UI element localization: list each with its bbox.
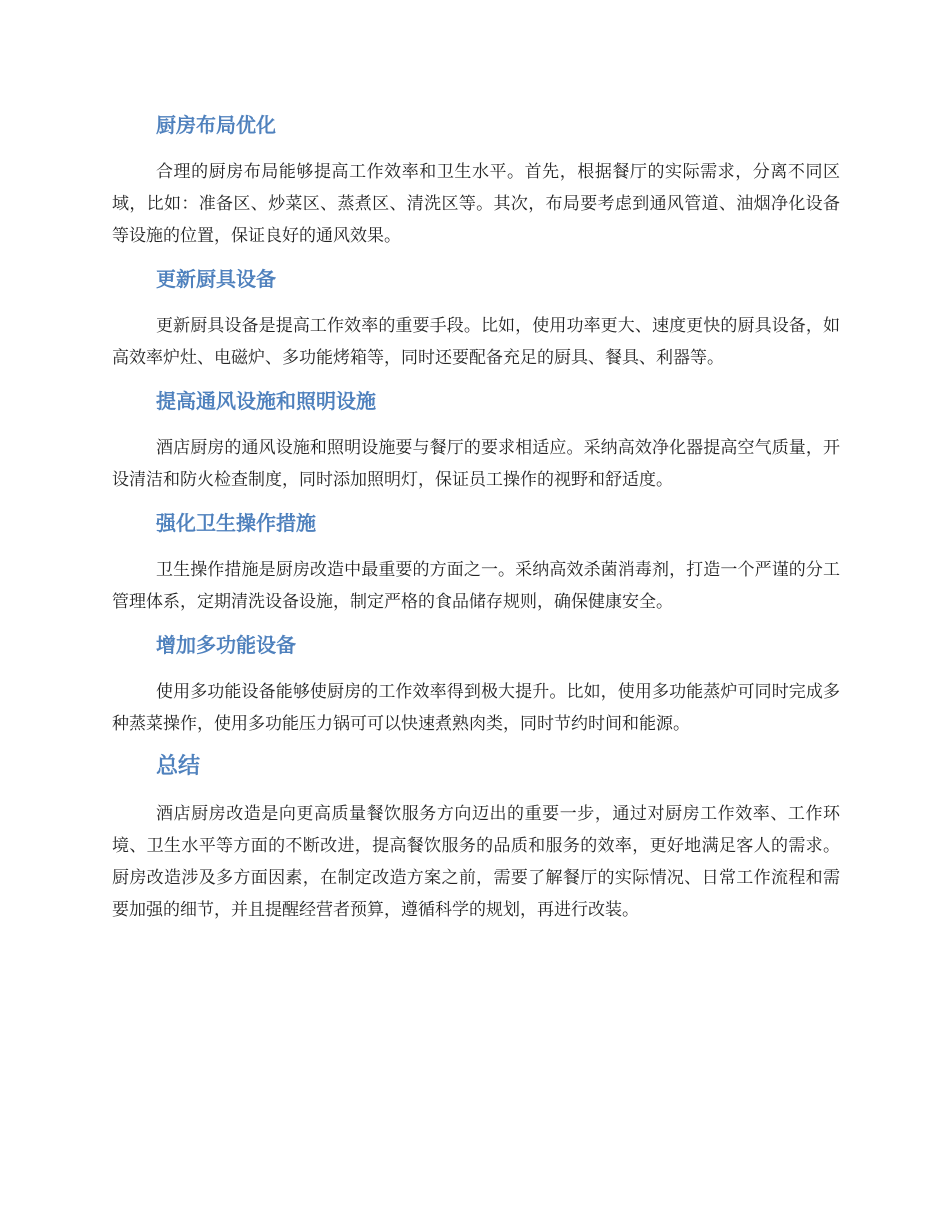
section-update-equipment bbox=[112, 262, 840, 374]
section-heading: 厨房布局优化 bbox=[156, 113, 276, 137]
section-heading: 更新厨具设备 bbox=[156, 267, 276, 291]
document-content bbox=[112, 108, 840, 936]
section-summary bbox=[112, 750, 840, 926]
section-multifunction-equipment bbox=[112, 628, 840, 740]
section-heading: 总结 bbox=[156, 754, 201, 779]
section-ventilation-lighting bbox=[112, 384, 840, 496]
section-heading: 提高通风设施和照明设施 bbox=[156, 389, 376, 413]
section-paragraph: 卫生操作措施是厨房改造中最重要的方面之一。采纳高效杀菌消毒剂，打造一个严谨的分工管理体系，定期清洗设备设施，制定严格的食品储存规则，确保健康安全。 bbox=[112, 560, 840, 612]
section-paragraph: 酒店厨房改造是向更高质量餐饮服务方向迈出的重要一步，通过对厨房工作效率、工作环境、卫生水平等方面的不断改进，提高餐饮服务的品质和服务的效率，更好地满足客人的需求。厨房改造涉及多方面因素，在制定改造方案之前，需要了解餐厅的实际情况、日常工作流程和需要加强的细节，并且提醒经营者预算，遵循科学的规划，再进行改装。 bbox=[112, 804, 840, 920]
section-paragraph: 酒店厨房的通风设施和照明设施要与餐厅的要求相适应。采纳高效净化器提高空气质量，开设清洁和防火检查制度，同时添加照明灯，保证员工操作的视野和舒适度。 bbox=[112, 438, 840, 490]
section-kitchen-layout bbox=[112, 108, 840, 252]
section-hygiene-measures bbox=[112, 506, 840, 618]
section-heading: 强化卫生操作措施 bbox=[156, 511, 316, 535]
section-paragraph: 使用多功能设备能够使厨房的工作效率得到极大提升。比如，使用多功能蒸炉可同时完成多种蒸菜操作，使用多功能压力锅可可以快速煮熟肉类，同时节约时间和能源。 bbox=[112, 682, 840, 734]
section-heading: 增加多功能设备 bbox=[156, 633, 296, 657]
section-paragraph: 合理的厨房布局能够提高工作效率和卫生水平。首先，根据餐厅的实际需求，分离不同区域，比如：准备区、炒菜区、蒸煮区、清洗区等。其次，布局要考虑到通风管道、油烟净化设备等设施的位置，保证良好的通风效果。 bbox=[112, 162, 840, 246]
section-paragraph: 更新厨具设备是提高工作效率的重要手段。比如，使用功率更大、速度更快的厨具设备，如高效率炉灶、电磁炉、多功能烤箱等，同时还要配备充足的厨具、餐具、利器等。 bbox=[112, 316, 840, 368]
